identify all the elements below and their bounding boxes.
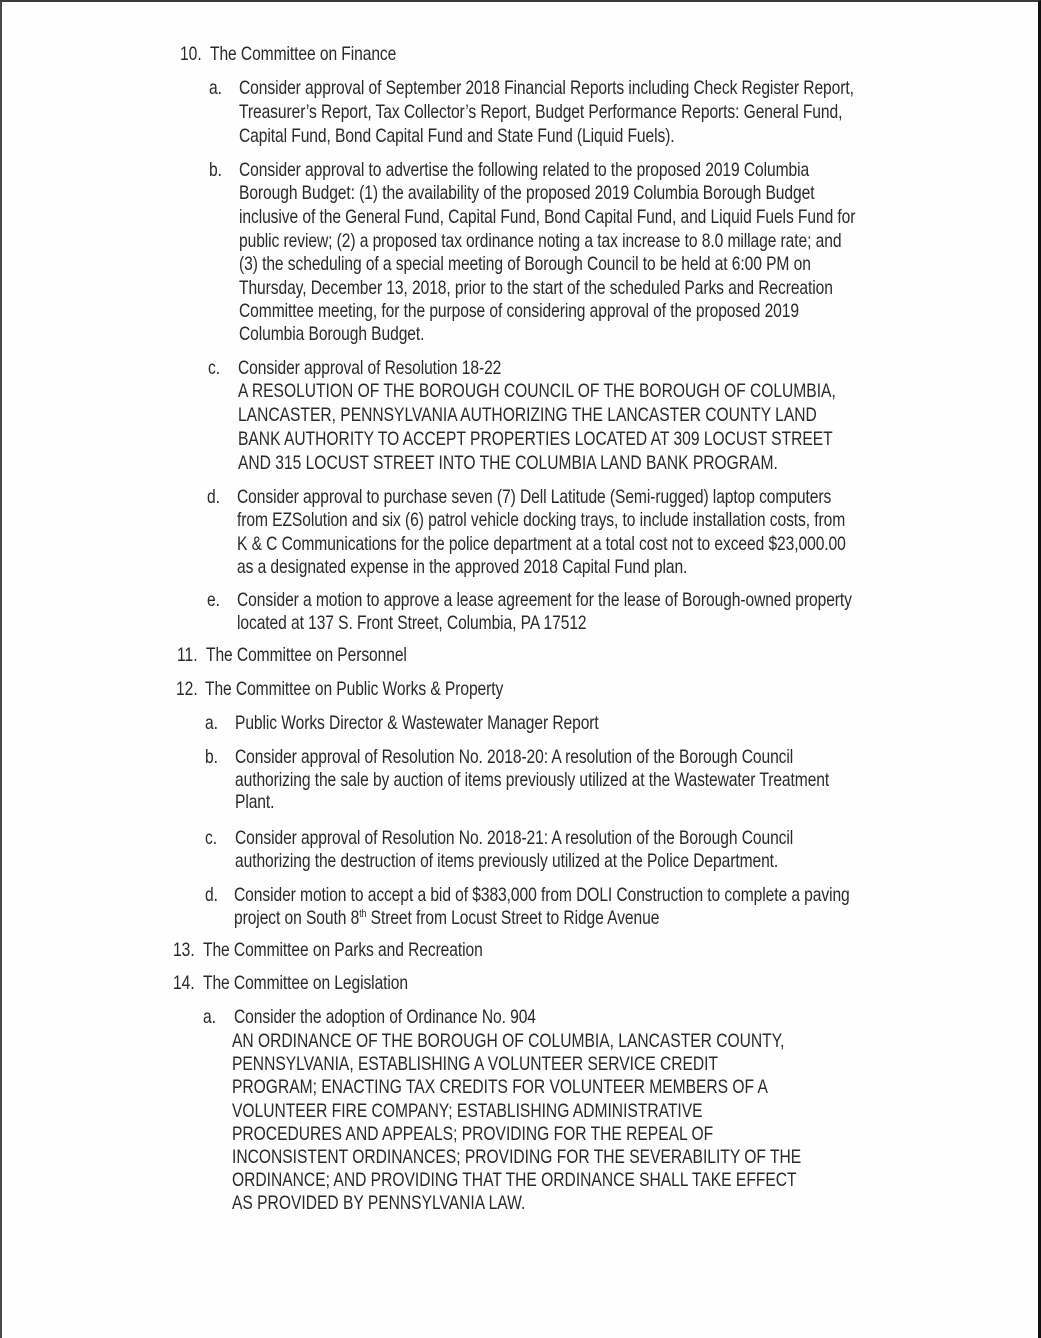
ordinance-text-line: ORDINANCE; AND PROVIDING THAT THE ORDINANCE SHALL TAKE EFFECT <box>232 1169 797 1191</box>
ordinance-text-line: AN ORDINANCE OF THE BOROUGH OF COLUMBIA, LANCASTER COUNTY, <box>232 1030 785 1052</box>
item-text-line: Consider approval to advertise the following related to the proposed 2019 Columbia <box>239 159 810 181</box>
section-number: 12. <box>176 678 198 700</box>
ordinance-text-line: PROGRAM; ENACTING TAX CREDITS FOR VOLUNTEER MEMBERS OF A <box>232 1076 768 1098</box>
ordinance-text-line: INCONSISTENT ORDINANCES; PROVIDING FOR THE SEVERABILITY OF THE <box>232 1146 802 1168</box>
section-number: 11. <box>177 644 198 666</box>
section-number: 14. <box>173 972 195 994</box>
section-title: The Committee on Legislation <box>203 972 409 994</box>
item-letter: e. <box>207 589 221 611</box>
item-text-line: from EZSolution and six (6) patrol vehicle docking trays, to include installation costs, from <box>237 509 846 531</box>
item-letter: d. <box>205 884 219 906</box>
item-text-line: Consider motion to accept a bid of $383,000 from DOLI Construction to complete a paving <box>234 884 850 906</box>
item-letter: b. <box>209 159 223 181</box>
item-text-line: Thursday, December 13, 2018, prior to the start of the scheduled Parks and Recreation <box>239 277 833 299</box>
item-text-line: Consider approval of Resolution No. 2018-21: A resolution of the Borough Council <box>235 827 794 849</box>
ordinance-text-line: PROCEDURES AND APPEALS; PROVIDING FOR THE REPEAL OF <box>232 1123 714 1145</box>
item-letter: b. <box>205 746 219 768</box>
item-letter: a. <box>209 77 223 99</box>
item-letter: a. <box>203 1006 217 1028</box>
item-text-line: Consider approval of September 2018 Financial Reports including Check Register Report, <box>239 77 854 99</box>
section-title: The Committee on Parks and Recreation <box>203 939 483 961</box>
ordinance-text-line: VOLUNTEER FIRE COMPANY; ESTABLISHING ADMINISTRATIVE <box>232 1100 703 1122</box>
item-text-line: Treasurer’s Report, Tax Collector’s Report, Budget Performance Reports: General Fund, <box>239 101 843 123</box>
resolution-text-line: A RESOLUTION OF THE BOROUGH COUNCIL OF THE BOROUGH OF COLUMBIA, <box>238 380 836 402</box>
section-title: The Committee on Personnel <box>206 644 407 666</box>
section-number: 10. <box>180 43 202 65</box>
item-text-line: Public Works Director & Wastewater Manager Report <box>235 712 599 734</box>
item-text-line: Committee meeting, for the purpose of considering approval of the proposed 2019 <box>239 300 799 322</box>
ordinance-text-line: AS PROVIDED BY PENNSYLVANIA LAW. <box>232 1192 526 1214</box>
item-text-line: Plant. <box>235 791 275 813</box>
item-text-line: Consider the adoption of Ordinance No. 904 <box>234 1006 536 1028</box>
item-text-line: K & C Communications for the police department at a total cost not to exceed $23,000.00 <box>237 533 846 555</box>
item-text-line: Consider approval of Resolution No. 2018-20: A resolution of the Borough Council <box>235 746 794 768</box>
resolution-text-line: BANK AUTHORITY TO ACCEPT PROPERTIES LOCATED AT 309 LOCUST STREET <box>238 428 833 450</box>
item-letter: d. <box>207 486 221 508</box>
item-text-line: authorizing the sale by auction of items previously utilized at the Wastewater Treatment <box>235 769 830 791</box>
item-text-part: Street from Locust Street to Ridge Avenue <box>366 907 660 929</box>
item-text-line: inclusive of the General Fund, Capital Fund, Bond Capital Fund, and Liquid Fuels Fund for <box>239 206 856 228</box>
section-title: The Committee on Public Works & Property <box>205 678 504 700</box>
item-text-line: as a designated expense in the approved 2018 Capital Fund plan. <box>237 556 688 578</box>
item-text-line: Columbia Borough Budget. <box>239 323 425 345</box>
item-text-line: Consider approval of Resolution 18-22 <box>238 357 502 379</box>
item-text-line: authorizing the destruction of items previously utilized at the Police Department. <box>235 850 779 872</box>
item-letter: c. <box>205 827 218 849</box>
resolution-text-line: AND 315 LOCUST STREET INTO THE COLUMBIA LAND BANK PROGRAM. <box>238 452 778 474</box>
ordinal-superscript: th <box>359 908 367 920</box>
item-text-line: public review; (2) a proposed tax ordinance noting a tax increase to 8.0 millage rate; and <box>239 230 842 252</box>
item-text-line: Capital Fund, Bond Capital Fund and State Fund (Liquid Fuels). <box>239 125 675 147</box>
item-text-line: Consider a motion to approve a lease agreement for the lease of Borough-owned property <box>237 589 852 611</box>
item-text-line: located at 137 S. Front Street, Columbia, PA 17512 <box>237 612 587 634</box>
ordinance-text-line: PENNSYLVANIA, ESTABLISHING A VOLUNTEER SERVICE CREDIT <box>232 1053 719 1075</box>
item-text-line: (3) the scheduling of a special meeting of Borough Council to be held at 6:00 PM on <box>239 253 811 275</box>
item-letter: c. <box>208 357 221 379</box>
section-title: The Committee on Finance <box>210 43 397 65</box>
item-text-line: Borough Budget: (1) the availability of the proposed 2019 Columbia Borough Budget <box>239 182 815 204</box>
item-text-line: Consider approval to purchase seven (7) Dell Latitude (Semi-rugged) laptop computers <box>237 486 832 508</box>
section-number: 13. <box>173 939 195 961</box>
resolution-text-line: LANCASTER, PENNSYLVANIA AUTHORIZING THE LANCASTER COUNTY LAND <box>238 404 817 426</box>
item-text-part: project on South 8 <box>234 907 360 929</box>
item-text-line <box>234 907 659 930</box>
item-letter: a. <box>205 712 219 734</box>
